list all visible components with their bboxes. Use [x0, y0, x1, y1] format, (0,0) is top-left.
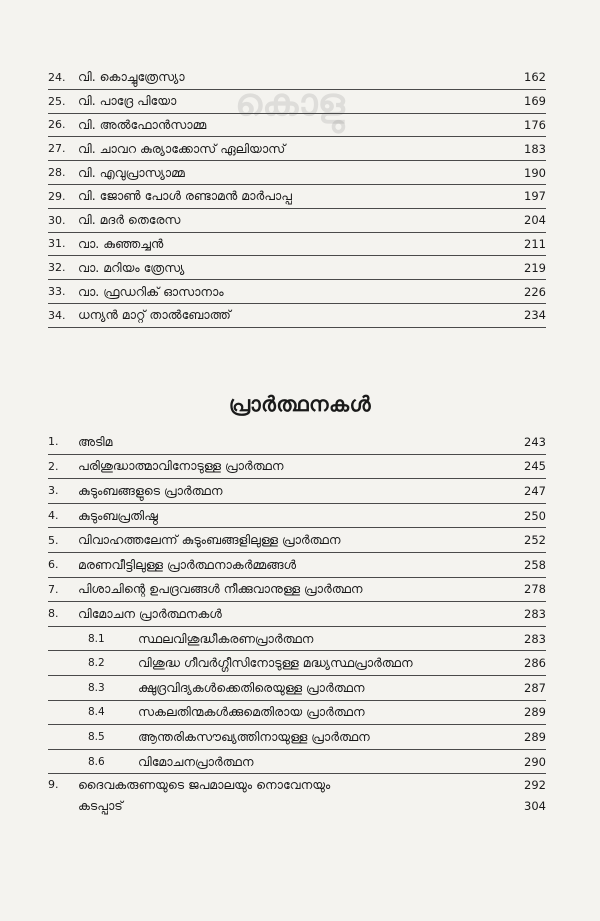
entry-title: ക്ഷുദ്രവിദ്യകൾക്കെതിരെയുള്ള പ്രാർത്ഥന: [138, 679, 365, 695]
toc-entry: [48, 750, 546, 775]
entry-title: വിമോചനപ്രാർത്ഥന: [138, 753, 254, 769]
entry-page-number: 278: [524, 582, 546, 597]
entry-page-number: 183: [524, 141, 546, 156]
entry-title: വി. ചാവറ കുര്യാക്കോസ് ഏലിയാസ്: [78, 140, 286, 156]
entry-title: ധന്യൻ മാറ്റ് താൽബോത്ത്: [78, 307, 231, 323]
entry-title: സ്ഥലവിശുദ്ധീകരണപ്രാർത്ഥന: [138, 630, 314, 646]
toc-entry: [48, 161, 546, 185]
entry-page-number: 197: [524, 189, 546, 204]
entry-number: 8.6: [88, 755, 105, 768]
entry-page-number: 162: [524, 70, 546, 85]
toc-entry: [48, 209, 546, 233]
entry-page-number: 243: [524, 434, 546, 449]
entry-page-number: 245: [524, 459, 546, 474]
entry-number: 6.: [48, 558, 59, 572]
entry-title: വി. ജോൺ പോൾ രണ്ടാമൻ മാർപാപ്പ: [78, 188, 292, 204]
entry-page-number: 234: [524, 308, 546, 323]
toc-entry: [48, 233, 546, 257]
entry-page-number: 283: [524, 606, 546, 621]
entry-title: വി. എവുപ്രാസ്യാമ്മ: [78, 164, 185, 180]
entry-number: 3.: [48, 484, 59, 498]
toc-entry: [48, 701, 546, 726]
entry-number: 29.: [48, 189, 66, 203]
entry-number: 8.1: [88, 632, 105, 645]
entry-title: കുടുംബങ്ങളുടെ പ്രാർത്ഥന: [78, 482, 223, 498]
entry-number: 8.3: [88, 681, 105, 694]
toc-entry: [48, 676, 546, 701]
entry-page-number: 219: [524, 260, 546, 275]
entry-page-number: 287: [524, 680, 546, 695]
entry-title: ആന്തരികസൗഖ്യത്തിനായുള്ള പ്രാർത്ഥന: [138, 728, 370, 744]
toc-entry: [48, 795, 546, 816]
entry-page-number: 258: [524, 557, 546, 572]
toc-entry: [48, 137, 546, 161]
toc-entry: [48, 725, 546, 750]
entry-number: 30.: [48, 213, 66, 227]
entry-number: 34.: [48, 308, 66, 322]
toc-entry: [48, 602, 546, 627]
entry-title: പരിശുദ്ധാത്മാവിനോടുള്ള പ്രാർത്ഥന: [78, 458, 284, 474]
entry-title: പിശാചിന്റെ ഉപദ്രവങ്ങൾ നീക്കുവാനുള്ള പ്രാർത്ഥന: [78, 581, 363, 597]
toc-entry: [48, 504, 546, 529]
entry-page-number: 283: [524, 631, 546, 646]
toc-prayers-list: [48, 430, 546, 816]
entry-number: 33.: [48, 285, 66, 299]
entry-number: 24.: [48, 70, 66, 84]
entry-number: 5.: [48, 533, 59, 547]
entry-number: 31.: [48, 237, 66, 251]
toc-entry: [48, 66, 546, 90]
entry-page-number: 190: [524, 165, 546, 180]
entry-page-number: 304: [524, 798, 546, 813]
toc-saints-list: [48, 66, 546, 328]
entry-page-number: 290: [524, 754, 546, 769]
entry-title: വി. പാദ്രേ പിയോ: [78, 93, 177, 109]
entry-number: 4.: [48, 509, 59, 523]
entry-number: 25.: [48, 94, 66, 108]
entry-number: 8.5: [88, 730, 105, 743]
entry-number: 26.: [48, 118, 66, 132]
entry-page-number: 169: [524, 94, 546, 109]
entry-title: വാ. മറിയം ത്രേസ്യ: [78, 259, 185, 275]
entry-number: 2.: [48, 459, 59, 473]
entry-page-number: 204: [524, 213, 546, 228]
entry-number: 9.: [48, 778, 59, 792]
toc-entry: [48, 528, 546, 553]
entry-page-number: 289: [524, 729, 546, 744]
entry-title: വി. അൽഫോൻസാമ്മ: [78, 116, 207, 132]
entry-page-number: 292: [524, 777, 546, 792]
toc-entry: [48, 185, 546, 209]
toc-entry: [48, 553, 546, 578]
entry-page-number: 176: [524, 117, 546, 132]
entry-number: 28.: [48, 166, 66, 180]
entry-page-number: 286: [524, 656, 546, 671]
entry-title: വി. കൊച്ചുത്രേസ്യാ: [78, 69, 185, 85]
section-heading: പ്രാർത്ഥനകൾ: [228, 392, 372, 416]
entry-number: 32.: [48, 261, 66, 275]
toc-entry: [48, 90, 546, 114]
entry-title: കുടുംബപ്രതിഷ്ഠ: [78, 507, 158, 523]
entry-title: മരണവീട്ടിലുള്ള പ്രാർത്ഥനാകർമ്മങ്ങൾ: [78, 556, 297, 572]
entry-page-number: 289: [524, 705, 546, 720]
bleed-through-text: കൊളു: [235, 80, 345, 124]
entry-number: 27.: [48, 142, 66, 156]
toc-entry: [48, 304, 546, 328]
entry-title: അടിമ: [78, 433, 113, 449]
toc-entry: [48, 627, 546, 652]
toc-entry: [48, 455, 546, 480]
entry-title: ദൈവകരുണയുടെ ജപമാലയും നൊവേനയും: [78, 776, 331, 792]
entry-title: വാ. കുഞ്ഞച്ചൻ: [78, 235, 164, 251]
entry-title: വിശുദ്ധ ഗീവർഗ്ഗീസിനോടുള്ള മദ്ധ്യസ്ഥപ്രാർത്ഥന: [138, 655, 413, 671]
toc-entry: [48, 578, 546, 603]
entry-title: വി. മദർ തെരേസ: [78, 212, 181, 228]
entry-number: 1.: [48, 435, 59, 449]
entry-page-number: 252: [524, 533, 546, 548]
toc-entry: [48, 430, 546, 455]
entry-title: കടപ്പാട്: [78, 797, 123, 813]
entry-page-number: 247: [524, 483, 546, 498]
toc-entry: [48, 479, 546, 504]
entry-title: സകലതിന്മകൾക്കുമെതിരായ പ്രാർത്ഥന: [138, 704, 365, 720]
toc-entry: [48, 256, 546, 280]
entry-title: വാ. ഫ്രഡറിക് ഓസാനാം: [78, 283, 224, 299]
entry-page-number: 226: [524, 284, 546, 299]
entry-page-number: 211: [524, 236, 546, 251]
entry-title: വിവാഹത്തലേന്ന് കുടുംബങ്ങളിലുള്ള പ്രാർത്ഥന: [78, 532, 341, 548]
entry-page-number: 250: [524, 508, 546, 523]
toc-entry: [48, 774, 546, 795]
entry-number: 8.2: [88, 657, 105, 670]
entry-number: 7.: [48, 582, 59, 596]
toc-entry: [48, 280, 546, 304]
entry-title: വിമോചന പ്രാർത്ഥനകൾ: [78, 605, 222, 621]
entry-number: 8.: [48, 607, 59, 621]
toc-entry: [48, 114, 546, 138]
entry-number: 8.4: [88, 706, 105, 719]
toc-entry: [48, 651, 546, 676]
